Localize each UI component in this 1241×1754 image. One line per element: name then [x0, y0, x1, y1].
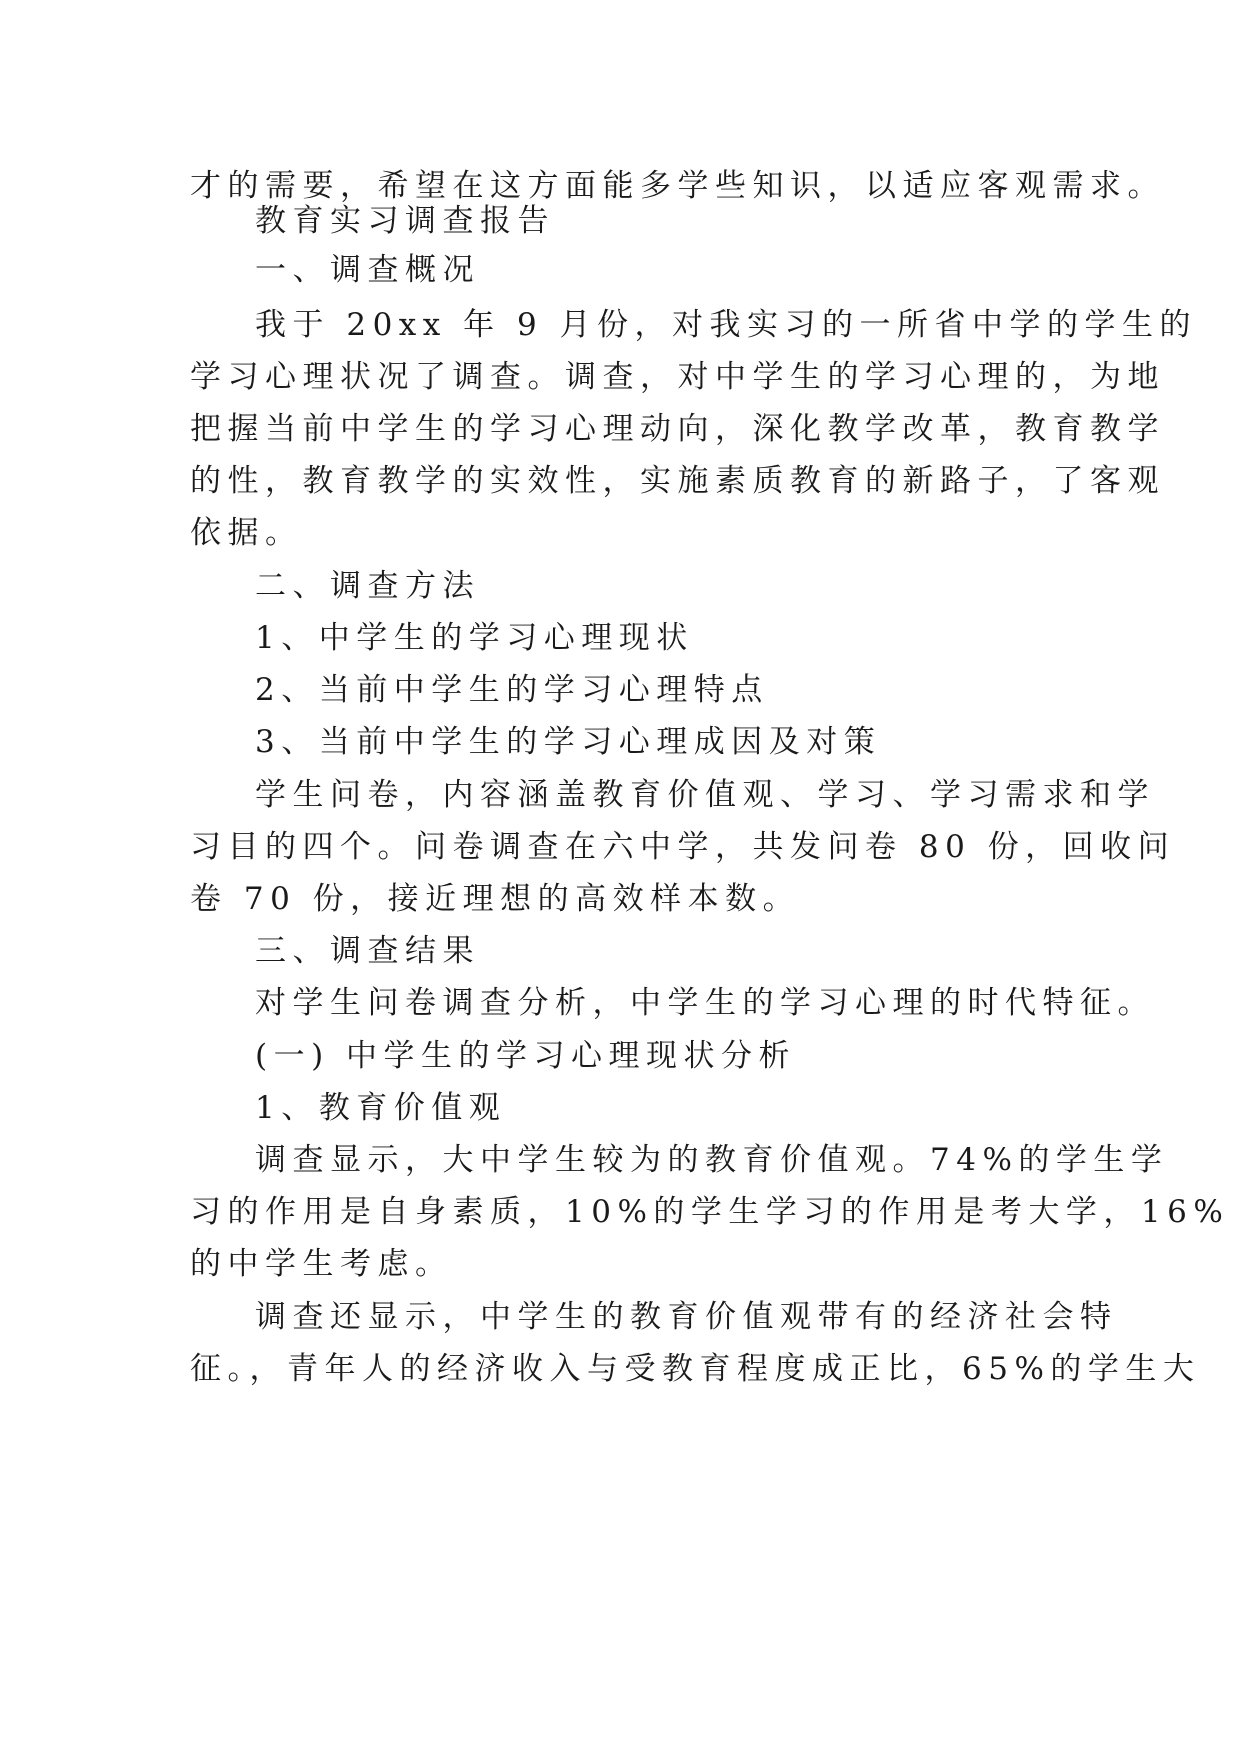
section-heading: 三、调查结果	[255, 933, 480, 969]
paragraph-line: 调查显示，大中学生较为的教育价值观。74%的学生学	[255, 1142, 1169, 1178]
section-heading: 二、调查方法	[255, 568, 480, 604]
paragraph-line: 的中学生考虑。	[190, 1246, 453, 1282]
paragraph-line: 学生问卷，内容涵盖教育价值观、学习、学习需求和学	[255, 777, 1155, 813]
paragraph-line: 征。，青年人的经济收入与受教育程度成正比，65%的学生大	[190, 1351, 1201, 1387]
paragraph-line: 的性，教育教学的实效性，实施素质教育的新路子，了客观	[190, 463, 1165, 499]
report-title: 教育实习调查报告	[255, 203, 555, 239]
paragraph-line: 我于 20xx 年 9 月份，对我实习的一所省中学的学生的	[255, 307, 1198, 343]
paragraph-line: 学习心理状况了调查。调查，对中学生的学习心理的，为地	[190, 359, 1165, 395]
paragraph-line: 对学生问卷调查分析，中学生的学习心理的时代特征。	[255, 985, 1155, 1021]
paragraph-line: 习目的四个。问卷调查在六中学，共发问卷 80 份，回收问	[190, 829, 1176, 865]
paragraph-line: 调查还显示，中学生的教育价值观带有的经济社会特	[255, 1299, 1118, 1335]
paragraph-line: 依据。	[190, 515, 303, 551]
list-item: 3、当前中学生的学习心理成因及对策	[255, 724, 882, 760]
list-item: 1、教育价值观	[255, 1090, 507, 1126]
paragraph-line: 把握当前中学生的学习心理动向，深化教学改革，教育教学	[190, 411, 1165, 447]
list-item: 2、当前中学生的学习心理特点	[255, 672, 769, 708]
subsection-heading: (一) 中学生的学习心理现状分析	[255, 1038, 797, 1074]
paragraph-line: 卷 70 份，接近理想的高效样本数。	[190, 881, 801, 917]
section-heading: 一、调查概况	[255, 252, 480, 288]
text-line: 才的需要，希望在这方面能多学些知识，以适应客观需求。	[190, 168, 1165, 204]
paragraph-line: 习的作用是自身素质，10%的学生学习的作用是考大学，16%	[190, 1194, 1230, 1230]
list-item: 1、中学生的学习心理现状	[255, 620, 694, 656]
